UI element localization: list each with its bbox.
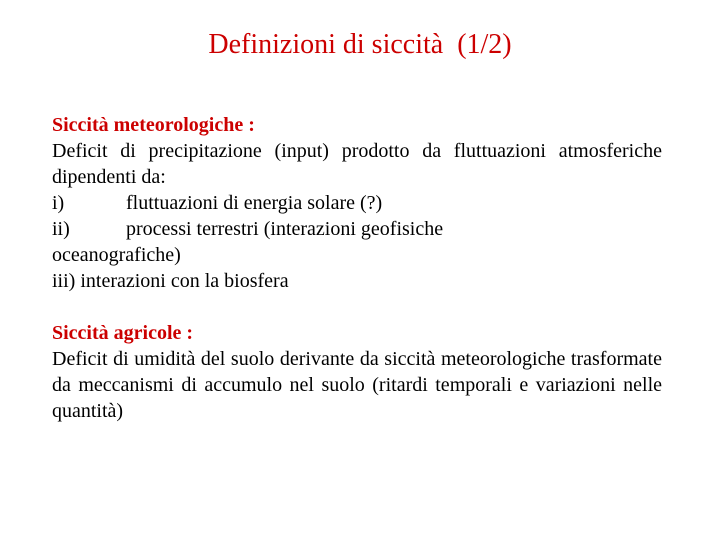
list-item-text: interazioni con la biosfera (80, 270, 289, 292)
list-marker: iii) (52, 270, 76, 292)
meteorological-heading: Siccità meteorologiche : (52, 114, 255, 136)
list-item (52, 216, 662, 242)
slide-title: Definizioni di siccità (1/2) (208, 29, 512, 60)
list-item-text: fluttuazioni di energia solare (?) (126, 192, 383, 214)
list-item-continuation: oceanografiche) (52, 244, 181, 266)
list-item (52, 190, 662, 216)
list-marker: i) (52, 192, 65, 214)
meteorological-description: Deficit di precipitazione (input) prodotto da fluttuazioni atmosferiche dipendenti da: (52, 140, 662, 188)
section-spacer (52, 294, 662, 320)
slide-content (52, 112, 662, 424)
agricultural-heading: Siccità agricole : (52, 322, 194, 344)
list-item-text: processi terrestri (interazioni geofisiche (126, 218, 444, 240)
agricultural-description: Deficit di umidità del suolo derivante da siccità meteorologiche trasformate da meccanismi di accumulo nel suolo (ritardi temporali e variazioni nelle quantità) (52, 348, 662, 422)
list-marker: ii) (52, 218, 70, 240)
list-item (52, 268, 662, 294)
